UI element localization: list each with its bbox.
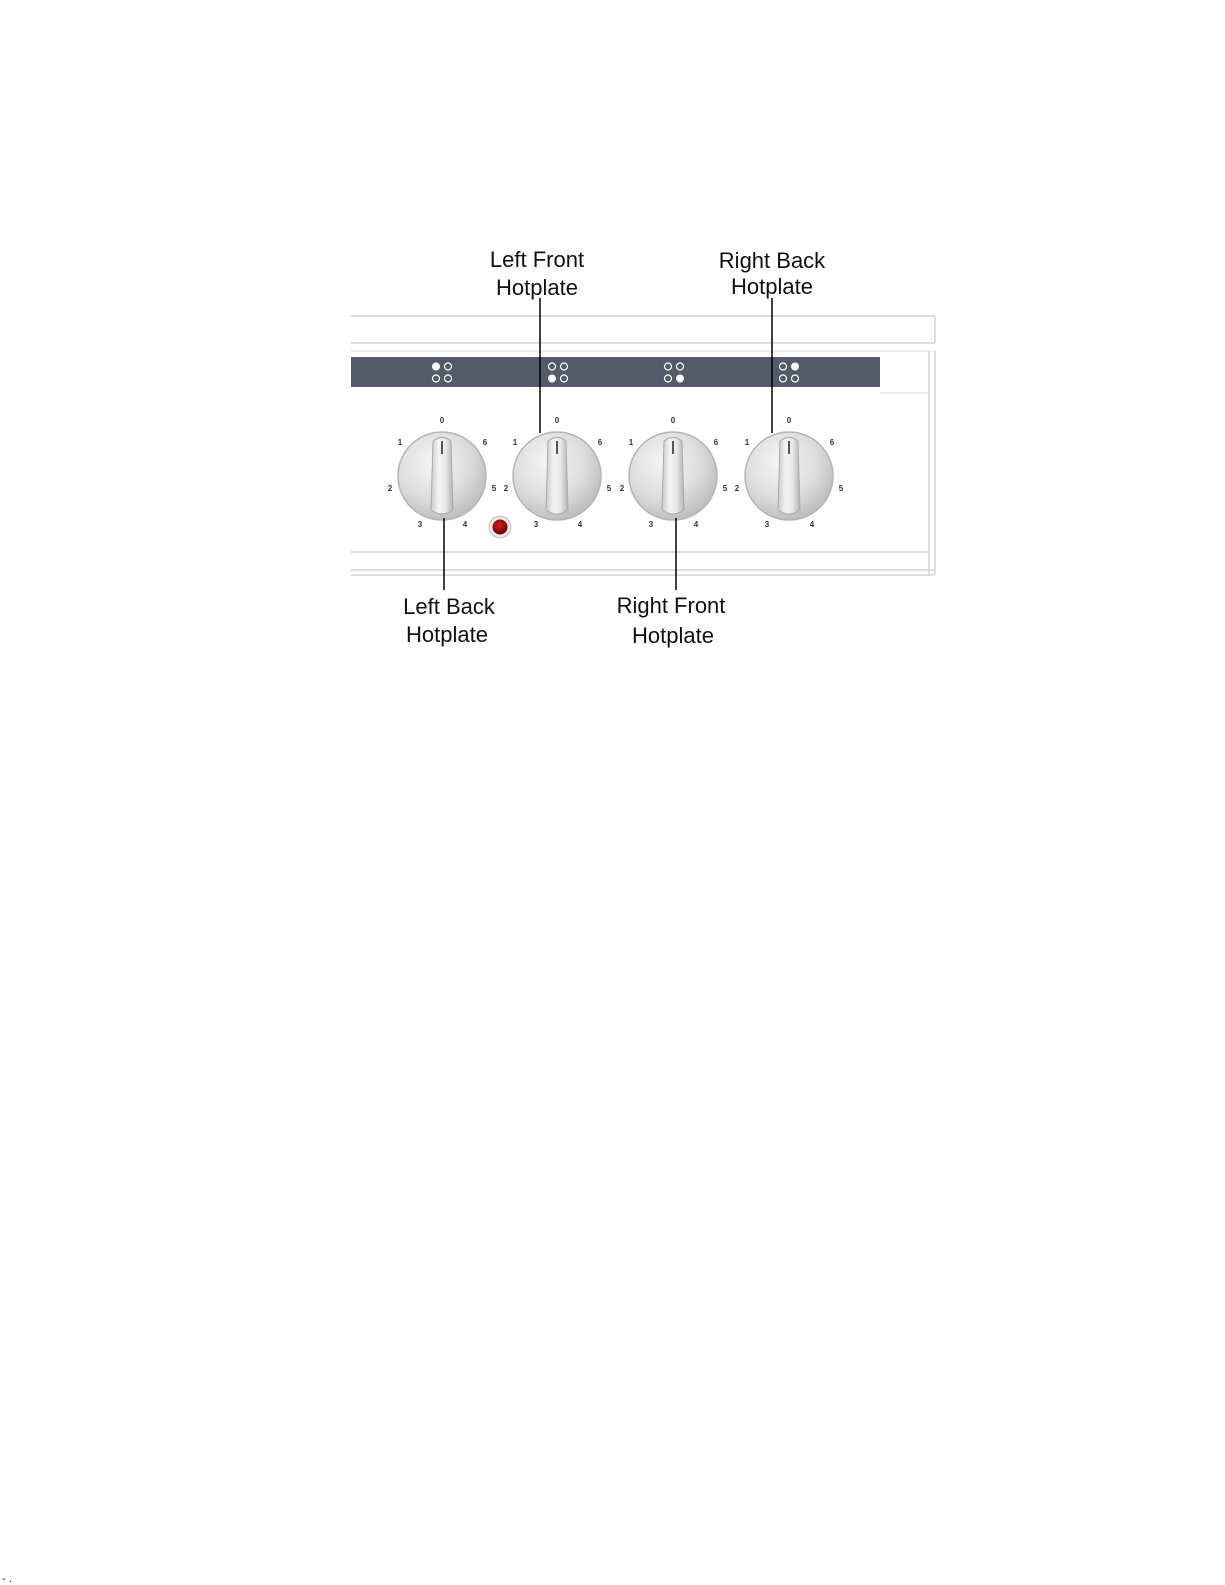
callout-line-2: Hotplate [406,622,488,647]
scale-0: 0 [439,416,445,425]
callout-left-front [490,247,584,300]
scale-1: 1 [397,438,403,447]
scale-4: 4 [462,520,468,529]
callout-right-front [617,593,726,648]
callout-line-1: Left Back [403,594,495,619]
callout-line-2: Hotplate [632,623,714,648]
callout-left-back [403,594,496,647]
scale-0: 0 [786,416,792,425]
scale-4: 4 [693,520,699,529]
knob-left-back[interactable] [388,416,497,529]
scale-5: 5 [838,484,844,493]
scale-5: 5 [722,484,728,493]
indicator-strip [351,357,880,387]
scale-5: 5 [606,484,612,493]
zone-dot [676,375,684,383]
scale-3: 3 [648,520,654,529]
scale-2: 2 [387,484,393,493]
knob-right-front[interactable] [620,416,728,529]
scale-0: 0 [554,416,560,425]
scale-6: 6 [713,438,719,447]
scale-1: 1 [744,438,750,447]
scale-4: 4 [577,520,583,529]
scale-6: 6 [597,438,603,447]
scale-2: 2 [503,484,509,493]
knob-right-back[interactable] [735,416,844,529]
callout-right-back [719,248,826,299]
scale-3: 3 [533,520,539,529]
knob-left-front[interactable] [504,416,612,529]
scale-4: 4 [809,520,815,529]
scale-2: 2 [619,484,625,493]
scale-1: 1 [512,438,518,447]
callout-line-2: Hotplate [496,275,578,300]
callout-line-2: Hotplate [731,274,813,299]
callout-line-1: Right Back [718,248,826,273]
zone-dot [432,363,440,371]
scale-3: 3 [417,520,423,529]
page-corner-mark: - . [2,1574,12,1585]
scale-6: 6 [829,438,835,447]
scale-1: 1 [628,438,634,447]
scale-5: 5 [491,484,497,493]
scale-3: 3 [764,520,770,529]
scale-2: 2 [734,484,740,493]
zone-dot [791,363,799,371]
scale-6: 6 [482,438,488,447]
zone-dot [548,375,556,383]
callout-line-1: Left Front [489,247,585,272]
pilot-light [489,516,511,538]
scale-0: 0 [670,416,676,425]
callout-line-1: Right Front [616,593,726,618]
